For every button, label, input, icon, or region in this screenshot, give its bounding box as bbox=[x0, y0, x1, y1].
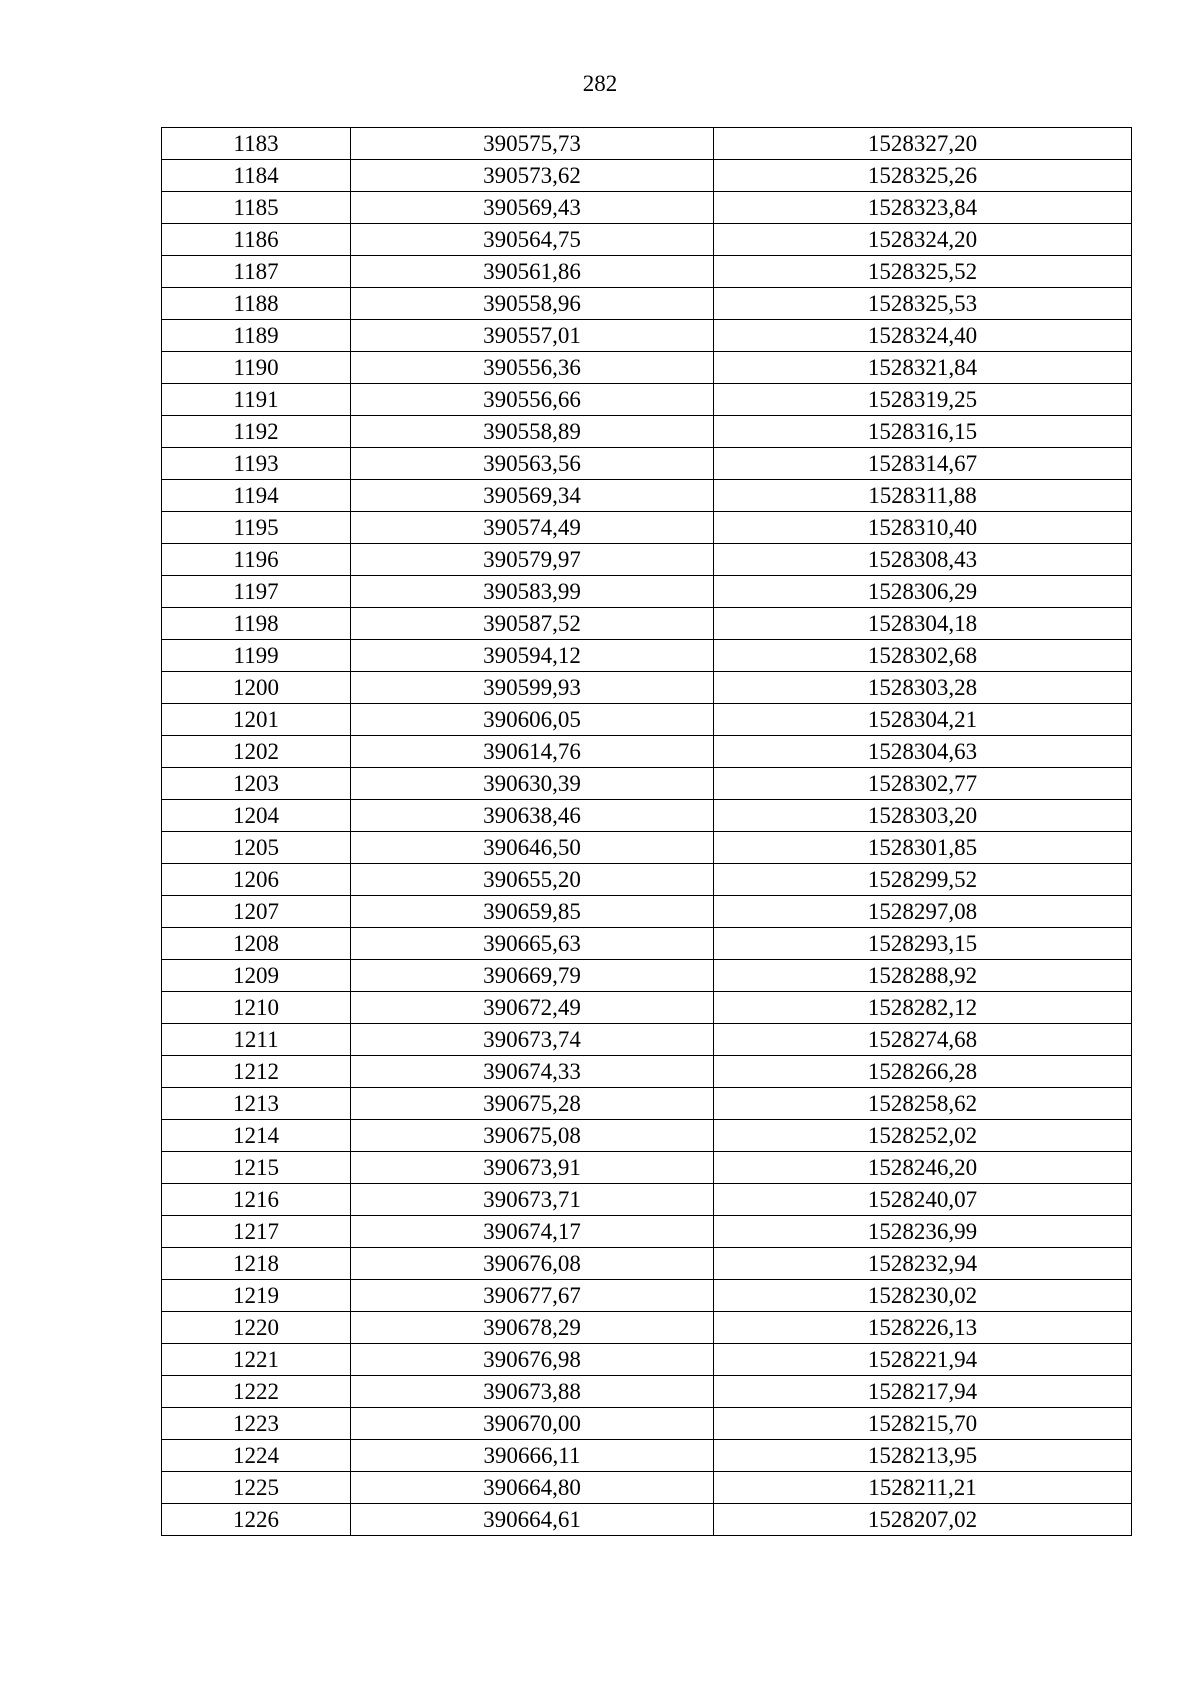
x-coordinate-cell: 390659,85 bbox=[351, 896, 714, 928]
x-coordinate-cell: 390675,08 bbox=[351, 1120, 714, 1152]
point-number-cell: 1198 bbox=[162, 608, 351, 640]
point-number-cell: 1189 bbox=[162, 320, 351, 352]
point-number-cell: 1186 bbox=[162, 224, 351, 256]
point-number-cell: 1200 bbox=[162, 672, 351, 704]
point-number-cell: 1208 bbox=[162, 928, 351, 960]
y-coordinate-cell: 1528324,40 bbox=[714, 320, 1132, 352]
table-row bbox=[162, 352, 1132, 384]
table-row bbox=[162, 128, 1132, 160]
point-number-cell: 1185 bbox=[162, 192, 351, 224]
table-row bbox=[162, 1472, 1132, 1504]
x-coordinate-cell: 390606,05 bbox=[351, 704, 714, 736]
y-coordinate-cell: 1528310,40 bbox=[714, 512, 1132, 544]
y-coordinate-cell: 1528325,52 bbox=[714, 256, 1132, 288]
y-coordinate-cell: 1528302,68 bbox=[714, 640, 1132, 672]
table-row bbox=[162, 1248, 1132, 1280]
point-number-cell: 1219 bbox=[162, 1280, 351, 1312]
point-number-cell: 1224 bbox=[162, 1440, 351, 1472]
table-row bbox=[162, 512, 1132, 544]
x-coordinate-cell: 390575,73 bbox=[351, 128, 714, 160]
table-row bbox=[162, 992, 1132, 1024]
y-coordinate-cell: 1528302,77 bbox=[714, 768, 1132, 800]
x-coordinate-cell: 390569,34 bbox=[351, 480, 714, 512]
point-number-cell: 1187 bbox=[162, 256, 351, 288]
y-coordinate-cell: 1528304,63 bbox=[714, 736, 1132, 768]
table-row bbox=[162, 736, 1132, 768]
table-row bbox=[162, 224, 1132, 256]
table-row bbox=[162, 928, 1132, 960]
y-coordinate-cell: 1528207,02 bbox=[714, 1504, 1132, 1536]
table-row bbox=[162, 832, 1132, 864]
x-coordinate-cell: 390646,50 bbox=[351, 832, 714, 864]
table-row bbox=[162, 1024, 1132, 1056]
x-coordinate-cell: 390583,99 bbox=[351, 576, 714, 608]
table-row bbox=[162, 672, 1132, 704]
point-number-cell: 1226 bbox=[162, 1504, 351, 1536]
table-row bbox=[162, 768, 1132, 800]
x-coordinate-cell: 390673,71 bbox=[351, 1184, 714, 1216]
y-coordinate-cell: 1528301,85 bbox=[714, 832, 1132, 864]
point-number-cell: 1211 bbox=[162, 1024, 351, 1056]
x-coordinate-cell: 390614,76 bbox=[351, 736, 714, 768]
y-coordinate-cell: 1528232,94 bbox=[714, 1248, 1132, 1280]
y-coordinate-cell: 1528316,15 bbox=[714, 416, 1132, 448]
point-number-cell: 1221 bbox=[162, 1344, 351, 1376]
y-coordinate-cell: 1528217,94 bbox=[714, 1376, 1132, 1408]
point-number-cell: 1195 bbox=[162, 512, 351, 544]
table-row bbox=[162, 864, 1132, 896]
table-row bbox=[162, 384, 1132, 416]
y-coordinate-cell: 1528314,67 bbox=[714, 448, 1132, 480]
y-coordinate-cell: 1528303,20 bbox=[714, 800, 1132, 832]
table-row bbox=[162, 448, 1132, 480]
table-row bbox=[162, 480, 1132, 512]
x-coordinate-cell: 390675,28 bbox=[351, 1088, 714, 1120]
y-coordinate-cell: 1528215,70 bbox=[714, 1408, 1132, 1440]
table-row bbox=[162, 1184, 1132, 1216]
y-coordinate-cell: 1528325,26 bbox=[714, 160, 1132, 192]
x-coordinate-cell: 390630,39 bbox=[351, 768, 714, 800]
x-coordinate-cell: 390666,11 bbox=[351, 1440, 714, 1472]
point-number-cell: 1193 bbox=[162, 448, 351, 480]
point-number-cell: 1183 bbox=[162, 128, 351, 160]
x-coordinate-cell: 390573,62 bbox=[351, 160, 714, 192]
x-coordinate-cell: 390672,49 bbox=[351, 992, 714, 1024]
page-number: 282 bbox=[582, 71, 618, 96]
y-coordinate-cell: 1528321,84 bbox=[714, 352, 1132, 384]
x-coordinate-cell: 390670,00 bbox=[351, 1408, 714, 1440]
x-coordinate-cell: 390574,49 bbox=[351, 512, 714, 544]
point-number-cell: 1218 bbox=[162, 1248, 351, 1280]
x-coordinate-cell: 390665,63 bbox=[351, 928, 714, 960]
table-row bbox=[162, 1504, 1132, 1536]
y-coordinate-cell: 1528240,07 bbox=[714, 1184, 1132, 1216]
y-coordinate-cell: 1528306,29 bbox=[714, 576, 1132, 608]
table-row bbox=[162, 1056, 1132, 1088]
y-coordinate-cell: 1528266,28 bbox=[714, 1056, 1132, 1088]
coordinates-table bbox=[161, 127, 1132, 1536]
y-coordinate-cell: 1528226,13 bbox=[714, 1312, 1132, 1344]
point-number-cell: 1192 bbox=[162, 416, 351, 448]
point-number-cell: 1201 bbox=[162, 704, 351, 736]
x-coordinate-cell: 390587,52 bbox=[351, 608, 714, 640]
point-number-cell: 1215 bbox=[162, 1152, 351, 1184]
table-row bbox=[162, 192, 1132, 224]
table-row bbox=[162, 704, 1132, 736]
x-coordinate-cell: 390673,74 bbox=[351, 1024, 714, 1056]
point-number-cell: 1210 bbox=[162, 992, 351, 1024]
y-coordinate-cell: 1528299,52 bbox=[714, 864, 1132, 896]
x-coordinate-cell: 390599,93 bbox=[351, 672, 714, 704]
y-coordinate-cell: 1528293,15 bbox=[714, 928, 1132, 960]
x-coordinate-cell: 390557,01 bbox=[351, 320, 714, 352]
y-coordinate-cell: 1528288,92 bbox=[714, 960, 1132, 992]
y-coordinate-cell: 1528258,62 bbox=[714, 1088, 1132, 1120]
table-row bbox=[162, 544, 1132, 576]
table-row bbox=[162, 416, 1132, 448]
point-number-cell: 1204 bbox=[162, 800, 351, 832]
table-row bbox=[162, 1120, 1132, 1152]
point-number-cell: 1202 bbox=[162, 736, 351, 768]
y-coordinate-cell: 1528324,20 bbox=[714, 224, 1132, 256]
y-coordinate-cell: 1528230,02 bbox=[714, 1280, 1132, 1312]
point-number-cell: 1212 bbox=[162, 1056, 351, 1088]
x-coordinate-cell: 390673,88 bbox=[351, 1376, 714, 1408]
y-coordinate-cell: 1528303,28 bbox=[714, 672, 1132, 704]
point-number-cell: 1213 bbox=[162, 1088, 351, 1120]
coordinates-table-body bbox=[162, 128, 1132, 1536]
table-row bbox=[162, 1408, 1132, 1440]
y-coordinate-cell: 1528221,94 bbox=[714, 1344, 1132, 1376]
point-number-cell: 1197 bbox=[162, 576, 351, 608]
table-row bbox=[162, 896, 1132, 928]
point-number-cell: 1194 bbox=[162, 480, 351, 512]
y-coordinate-cell: 1528274,68 bbox=[714, 1024, 1132, 1056]
point-number-cell: 1188 bbox=[162, 288, 351, 320]
x-coordinate-cell: 390556,66 bbox=[351, 384, 714, 416]
x-coordinate-cell: 390678,29 bbox=[351, 1312, 714, 1344]
x-coordinate-cell: 390569,43 bbox=[351, 192, 714, 224]
point-number-cell: 1207 bbox=[162, 896, 351, 928]
x-coordinate-cell: 390676,08 bbox=[351, 1248, 714, 1280]
point-number-cell: 1222 bbox=[162, 1376, 351, 1408]
table-row bbox=[162, 1088, 1132, 1120]
y-coordinate-cell: 1528319,25 bbox=[714, 384, 1132, 416]
x-coordinate-cell: 390673,91 bbox=[351, 1152, 714, 1184]
x-coordinate-cell: 390664,61 bbox=[351, 1504, 714, 1536]
x-coordinate-cell: 390556,36 bbox=[351, 352, 714, 384]
table-row bbox=[162, 1312, 1132, 1344]
table-row bbox=[162, 960, 1132, 992]
point-number-cell: 1209 bbox=[162, 960, 351, 992]
point-number-cell: 1199 bbox=[162, 640, 351, 672]
x-coordinate-cell: 390664,80 bbox=[351, 1472, 714, 1504]
table-row bbox=[162, 1440, 1132, 1472]
point-number-cell: 1190 bbox=[162, 352, 351, 384]
y-coordinate-cell: 1528236,99 bbox=[714, 1216, 1132, 1248]
point-number-cell: 1214 bbox=[162, 1120, 351, 1152]
point-number-cell: 1223 bbox=[162, 1408, 351, 1440]
x-coordinate-cell: 390564,75 bbox=[351, 224, 714, 256]
y-coordinate-cell: 1528246,20 bbox=[714, 1152, 1132, 1184]
x-coordinate-cell: 390674,33 bbox=[351, 1056, 714, 1088]
y-coordinate-cell: 1528311,88 bbox=[714, 480, 1132, 512]
point-number-cell: 1184 bbox=[162, 160, 351, 192]
point-number-cell: 1196 bbox=[162, 544, 351, 576]
point-number-cell: 1216 bbox=[162, 1184, 351, 1216]
table-row bbox=[162, 576, 1132, 608]
table-row bbox=[162, 320, 1132, 352]
y-coordinate-cell: 1528213,95 bbox=[714, 1440, 1132, 1472]
table-row bbox=[162, 1344, 1132, 1376]
point-number-cell: 1220 bbox=[162, 1312, 351, 1344]
table-row bbox=[162, 160, 1132, 192]
x-coordinate-cell: 390594,12 bbox=[351, 640, 714, 672]
x-coordinate-cell: 390674,17 bbox=[351, 1216, 714, 1248]
x-coordinate-cell: 390563,56 bbox=[351, 448, 714, 480]
y-coordinate-cell: 1528304,21 bbox=[714, 704, 1132, 736]
y-coordinate-cell: 1528304,18 bbox=[714, 608, 1132, 640]
table-row bbox=[162, 256, 1132, 288]
y-coordinate-cell: 1528325,53 bbox=[714, 288, 1132, 320]
y-coordinate-cell: 1528211,21 bbox=[714, 1472, 1132, 1504]
table-row bbox=[162, 288, 1132, 320]
table-row bbox=[162, 1280, 1132, 1312]
y-coordinate-cell: 1528308,43 bbox=[714, 544, 1132, 576]
x-coordinate-cell: 390676,98 bbox=[351, 1344, 714, 1376]
x-coordinate-cell: 390638,46 bbox=[351, 800, 714, 832]
point-number-cell: 1203 bbox=[162, 768, 351, 800]
table-row bbox=[162, 1376, 1132, 1408]
y-coordinate-cell: 1528327,20 bbox=[714, 128, 1132, 160]
y-coordinate-cell: 1528282,12 bbox=[714, 992, 1132, 1024]
point-number-cell: 1205 bbox=[162, 832, 351, 864]
x-coordinate-cell: 390558,96 bbox=[351, 288, 714, 320]
x-coordinate-cell: 390655,20 bbox=[351, 864, 714, 896]
point-number-cell: 1191 bbox=[162, 384, 351, 416]
y-coordinate-cell: 1528323,84 bbox=[714, 192, 1132, 224]
y-coordinate-cell: 1528252,02 bbox=[714, 1120, 1132, 1152]
x-coordinate-cell: 390579,97 bbox=[351, 544, 714, 576]
x-coordinate-cell: 390677,67 bbox=[351, 1280, 714, 1312]
y-coordinate-cell: 1528297,08 bbox=[714, 896, 1132, 928]
table-row bbox=[162, 1152, 1132, 1184]
table-row bbox=[162, 1216, 1132, 1248]
point-number-cell: 1206 bbox=[162, 864, 351, 896]
point-number-cell: 1225 bbox=[162, 1472, 351, 1504]
x-coordinate-cell: 390561,86 bbox=[351, 256, 714, 288]
x-coordinate-cell: 390558,89 bbox=[351, 416, 714, 448]
table-row bbox=[162, 800, 1132, 832]
x-coordinate-cell: 390669,79 bbox=[351, 960, 714, 992]
point-number-cell: 1217 bbox=[162, 1216, 351, 1248]
table-row bbox=[162, 608, 1132, 640]
table-row bbox=[162, 640, 1132, 672]
